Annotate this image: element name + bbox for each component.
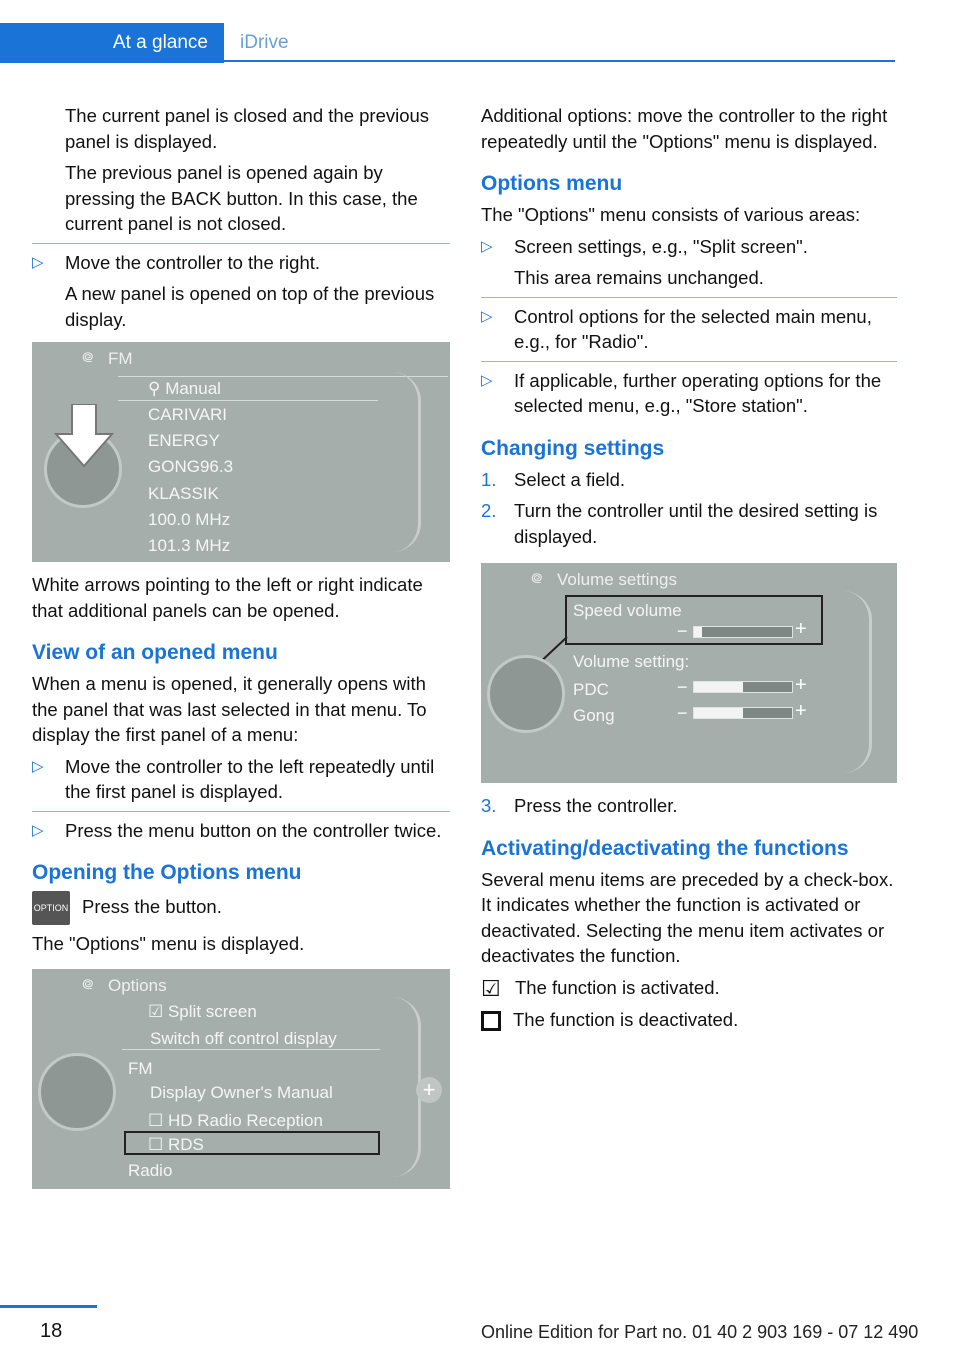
plus-icon: + — [795, 700, 807, 722]
activated-line — [481, 975, 897, 1002]
deactivated-text: The function is deactivated. — [513, 1009, 739, 1031]
list-item-text: Move the controller to the right. — [65, 251, 321, 273]
paragraph: This area remains unchanged. — [514, 267, 764, 288]
down-arrow-icon — [54, 404, 114, 474]
screen-search-row — [148, 376, 221, 402]
plus-icon: + — [416, 1077, 442, 1103]
gong-volume-bar — [693, 707, 793, 719]
plus-icon: + — [795, 674, 807, 696]
deactivated-line — [481, 1007, 897, 1033]
divider — [32, 243, 450, 244]
list-item — [481, 234, 897, 260]
screen-header: Options — [108, 975, 167, 995]
minus-icon: − — [677, 677, 688, 697]
bar-fill — [694, 627, 702, 637]
antenna-icon: ᪤ — [82, 349, 94, 366]
step-item — [481, 467, 897, 493]
list-item: Gong — [573, 706, 615, 725]
divider — [32, 811, 450, 812]
press-button-text: Press the button. — [82, 895, 222, 917]
triangle-bullet-icon: ▷ — [481, 237, 493, 255]
list-item — [32, 754, 450, 805]
list-item: PDC — [573, 680, 609, 699]
list-item: KLASSIK — [148, 484, 219, 503]
step-item — [481, 793, 897, 819]
screen-image-volume — [481, 563, 897, 783]
list-item-text: HD Radio Reception — [167, 1110, 323, 1130]
left-column — [32, 103, 450, 1199]
scroll-arc-icon — [843, 591, 872, 773]
paragraph: When a menu is opened, it generally opens with the panel that was last selected in that menu. To display the first panel of a menu: — [32, 673, 427, 745]
list-item: GONG96.3 — [148, 457, 234, 476]
antenna-icon: ᪤ — [531, 570, 543, 587]
section-label: Radio — [128, 1160, 173, 1180]
list-item: Speed volume — [573, 601, 682, 620]
plus-icon: + — [795, 618, 807, 640]
list-item: CARIVARI — [148, 405, 228, 424]
heading-opening-options: Opening the Options menu — [32, 861, 302, 884]
tab-at-a-glance-label: At a glance — [112, 32, 208, 53]
list-item-text: Split screen — [167, 1001, 257, 1021]
bar-fill — [694, 682, 743, 692]
paragraph: A new panel is opened on top of the previous display. — [65, 283, 435, 330]
paragraph: Several menu items are preceded by a check-box. It indicates whether the function is activated or deactivated. Selecting the menu item activates or deactivates the function. — [481, 868, 894, 966]
triangle-bullet-icon: ▷ — [481, 371, 493, 389]
screen-header: FM — [108, 349, 133, 368]
list-item: ENERGY — [148, 431, 220, 450]
paragraph: Additional options: move the controller to the right repeatedly until the "Options" menu is displayed. — [481, 105, 888, 152]
list-item: Switch off control display — [150, 1028, 337, 1048]
option-button-icon: OPTION — [32, 891, 70, 925]
divider — [481, 297, 897, 298]
list-item-text: RDS — [167, 1134, 204, 1154]
paragraph: The "Options" menu is displayed. — [32, 933, 305, 954]
checkbox-empty-icon: ☐ — [148, 1134, 168, 1154]
triangle-bullet-icon: ▷ — [32, 821, 44, 839]
minus-icon: − — [677, 621, 688, 641]
screen-image-options — [32, 969, 450, 1189]
section-label: Volume setting: — [573, 652, 690, 671]
heading-view-opened-menu: View of an opened menu — [32, 641, 278, 664]
step-text: Select a field. — [514, 468, 626, 490]
antenna-icon: ᪤ — [82, 975, 94, 993]
list-item: 100.0 MHz — [148, 510, 231, 529]
divider — [481, 361, 897, 362]
check-icon: ☑ — [148, 1001, 168, 1021]
minus-icon: − — [677, 703, 688, 723]
screen-image-fm — [32, 342, 450, 562]
list-item — [481, 368, 897, 419]
list-item-text: If applicable, further operating options for the selected menu, e.g., "Store station". — [514, 369, 882, 416]
controller-knob-icon — [38, 1053, 116, 1131]
checkbox-empty-icon — [481, 1011, 501, 1031]
heading-changing-settings: Changing settings — [481, 436, 665, 460]
right-column — [481, 103, 897, 1039]
step-text: Press the controller. — [514, 795, 678, 816]
header-rule — [224, 60, 895, 62]
paragraph: The current panel is closed and the previous panel is displayed. — [65, 105, 430, 152]
pdc-volume-bar — [693, 681, 793, 693]
step-number: 2. — [481, 500, 497, 521]
step-number: 1. — [481, 468, 497, 490]
tab-idrive[interactable]: iDrive — [240, 32, 289, 53]
footer-rule — [0, 1305, 97, 1308]
list-item-text: Move the controller to the left repeatedly until the first panel is displayed. — [65, 755, 435, 802]
search-icon: ⚲ — [148, 379, 166, 398]
list-item — [148, 999, 257, 1025]
list-item — [148, 1132, 204, 1158]
section-label: FM — [128, 1058, 153, 1078]
page-number: 18 — [40, 1320, 63, 1342]
paragraph: The previous panel is opened again by pressing the BACK button. In this case, the current panel is not closed. — [65, 162, 418, 234]
scroll-arc-icon — [392, 372, 421, 552]
list-item: Display Owner's Manual — [150, 1082, 333, 1102]
step-item — [481, 498, 897, 549]
list-item — [32, 250, 450, 276]
tab-at-a-glance[interactable] — [0, 23, 224, 63]
triangle-bullet-icon: ▷ — [32, 253, 44, 271]
bar-fill — [694, 708, 743, 718]
triangle-bullet-icon: ▷ — [32, 757, 44, 775]
screen-header: Volume settings — [557, 570, 678, 589]
list-item-text: Control options for the selected main menu, e.g., for "Radio". — [514, 305, 872, 352]
list-item — [32, 818, 450, 844]
triangle-bullet-icon: ▷ — [481, 307, 493, 325]
press-button-line — [32, 891, 450, 925]
header-tabbar — [0, 23, 895, 63]
paragraph: The "Options" menu consists of various areas: — [481, 204, 861, 225]
step-text: Turn the controller until the desired setting is displayed. — [514, 500, 878, 547]
list-item — [481, 304, 897, 355]
heading-options-menu: Options menu — [481, 172, 623, 195]
controller-knob-icon — [487, 655, 565, 733]
check-icon: ☑ — [481, 975, 501, 1001]
edition-text: Online Edition for Part no. 01 40 2 903 169 - 07 12 490 — [481, 1322, 919, 1342]
activated-text: The function is activated. — [515, 976, 720, 998]
paragraph: White arrows pointing to the left or right indicate that additional panels can be opened. — [32, 574, 423, 621]
divider — [118, 400, 378, 401]
checkbox-empty-icon: ☐ — [148, 1110, 168, 1130]
divider — [122, 1049, 380, 1050]
list-item: 101.3 MHz — [148, 536, 231, 555]
step-number: 3. — [481, 795, 497, 816]
screen-search-label: Manual — [165, 379, 221, 398]
heading-activating-functions: Activating/deactivating the functions — [481, 836, 849, 860]
list-item-text: Screen settings, e.g., "Split screen". — [514, 235, 808, 257]
list-item — [148, 1108, 323, 1134]
list-item-text: Press the menu button on the controller twice. — [65, 819, 442, 841]
speed-volume-bar — [693, 626, 793, 638]
